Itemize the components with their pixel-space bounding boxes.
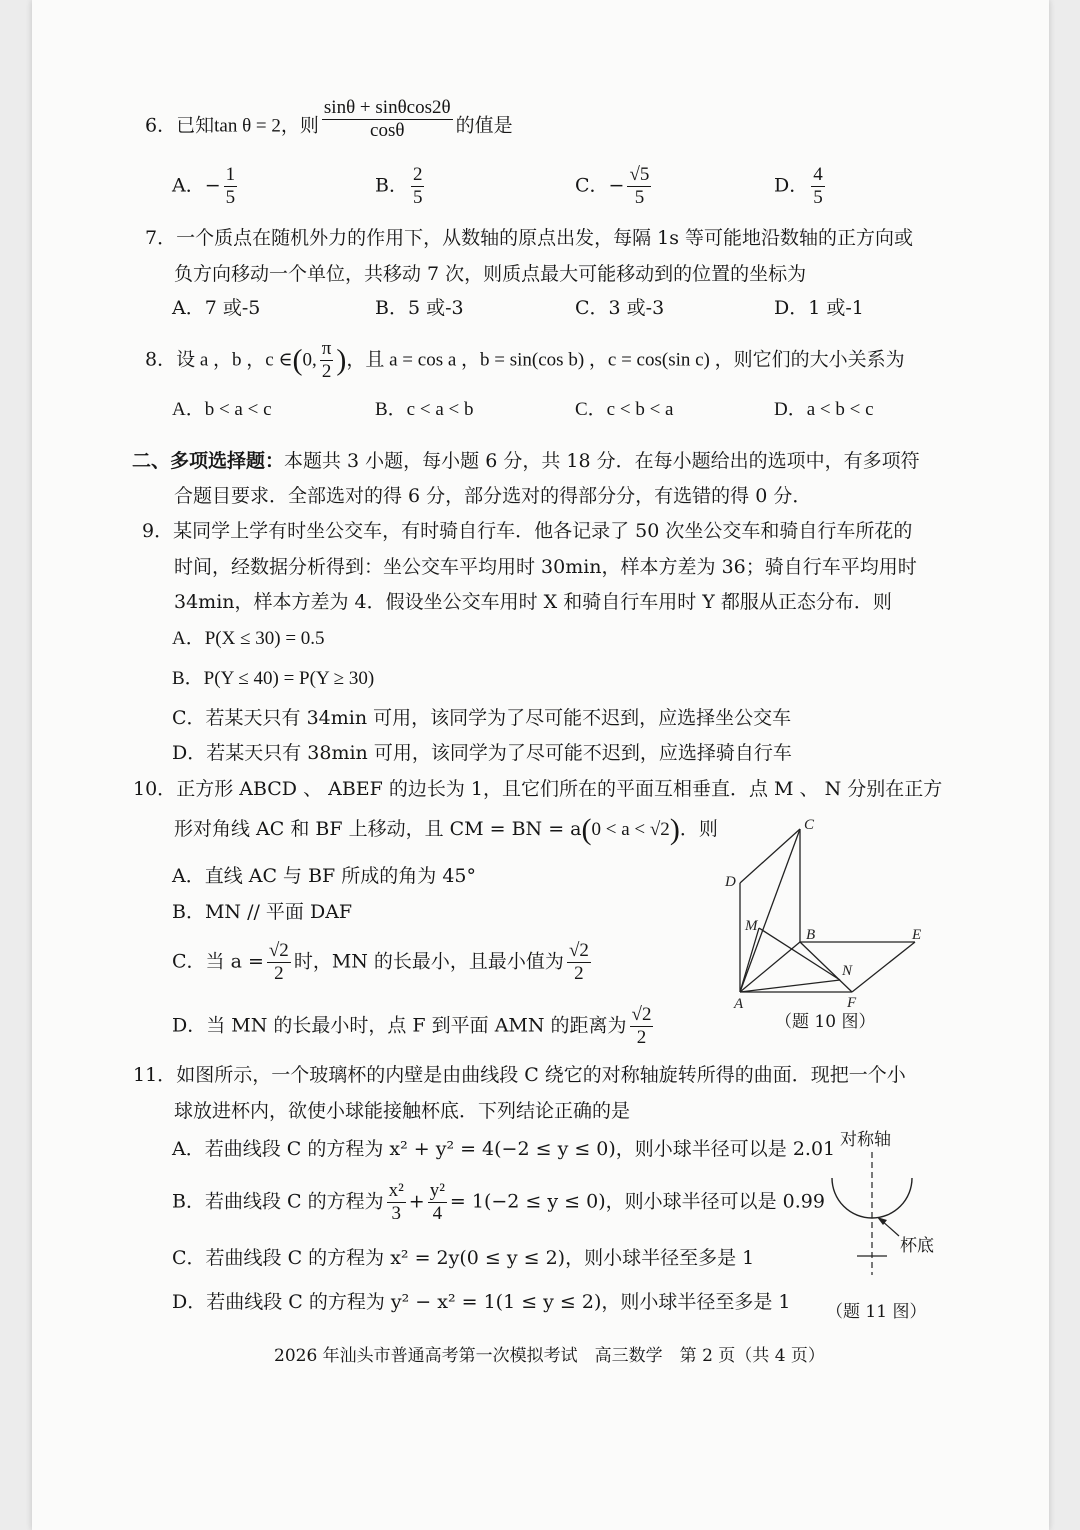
section-two-line2: 合题目要求．全部选对的得 6 分，部分选对的得部分分，有选错的得 0 分．	[174, 485, 812, 507]
q9-option-b: B．P(Y ≤ 40) = P(Y ≥ 30)	[172, 668, 375, 689]
point-label-c: C	[804, 817, 815, 833]
figure-10-cube-diagram	[712, 810, 927, 1035]
q6-stem: 6．已知tan θ = 2，则 $\frac{\sin\theta + \sin\theta\cos 2\theta}{\cos\theta}$ 的值是	[145, 97, 513, 141]
q8-stem: 8．设 a ，b ，c ∈(0, $\frac{\pi}{2}$ )，且 a = cos a ，b = sin(cos b) ，c = cos(sin c) ，则它们的大小关系为	[145, 338, 905, 382]
q7-stem-line1: 7．一个质点在随机外力的作用下，从数轴的原点出发，每隔 1s 等可能地沿数轴的正方向或	[145, 227, 914, 249]
q6-option-c: C．− $\frac{√5}{5}$	[575, 164, 650, 208]
q9-option-a: A．P(X ≤ 30) = 0.5	[172, 628, 325, 649]
figure-10-caption: （题 10 图）	[775, 1012, 876, 1032]
point-label-a: A	[734, 996, 744, 1012]
q8-option-c: C．c < b < a	[575, 399, 674, 420]
edge-ef	[852, 942, 915, 992]
q9-stem-line1: 9．某同学上学有时坐公交车，有时骑自行车．他各记录了 50 次坐公交车和骑自行车所花的	[142, 520, 913, 542]
edge-dc	[740, 829, 800, 883]
q10-option-a: A．直线 AC 与 BF 所成的角为 45°	[172, 865, 477, 887]
q8-option-b: B．c < a < b	[375, 399, 474, 420]
q7-option-b: B．5 或-3	[375, 297, 464, 319]
q10-option-d: D．当 MN 的长最小时，点 F 到平面 AMN 的距离为 $\frac{√2}{2}$	[172, 1004, 652, 1048]
q7-option-a: A．7 或-5	[172, 297, 261, 319]
q11-option-b: B．若曲线段 C 的方程为 $\frac{\text{x²}}{3}$ + $\frac{\text{y²}}{4}$ = 1(−2 ≤ y ≤ 0)，则小球半径可以是 0.99	[172, 1180, 825, 1224]
point-label-d: D	[725, 874, 736, 890]
q7-option-c: C．3 或-3	[575, 297, 665, 319]
q9-option-d: D．若某天只有 38min 可用，该同学为了尽可能不迟到，应选择骑自行车	[172, 742, 792, 764]
q11-stem-line2: 球放进杯内，欲使小球能接触杯底．下列结论正确的是	[174, 1100, 631, 1122]
q9-stem-line3: 34min，样本方差为 4．假设坐公交车用时 X 和骑自行车用时 Y 都服从正态分布．则	[174, 591, 892, 613]
point-label-n: N	[842, 963, 853, 979]
figure-11-cup-diagram	[817, 1150, 947, 1280]
q7-option-d: D．1 或-1	[774, 297, 864, 319]
figure-11-bottom-label: 杯底	[900, 1236, 934, 1256]
segment-am	[740, 928, 759, 992]
figure-11-axis-label: 对称轴	[840, 1130, 891, 1150]
figure-11-caption: （题 11 图）	[826, 1302, 927, 1322]
point-label-e: E	[912, 927, 922, 943]
q11-stem-line1: 11．如图所示，一个玻璃杯的内壁是由曲线段 C 绕它的对称轴旋转所得的曲面．现把一个小	[133, 1064, 906, 1086]
page-footer: 2026 年汕头市普通高考第一次模拟考试 高三数学 第 2 页（共 4 页）	[274, 1346, 825, 1366]
q11-option-a: A．若曲线段 C 的方程为 x² + y² = 4(−2 ≤ y ≤ 0)，则小球半径可以是 2.01	[172, 1138, 836, 1160]
q8-option-a: A．b < a < c	[172, 399, 272, 420]
q11-option-d: D．若曲线段 C 的方程为 y² − x² = 1(1 ≤ y ≤ 2)，则小球半径至多是 1	[172, 1291, 791, 1313]
q10-stem-line1: 10．正方形 ABCD 、 ABEF 的边长为 1，且它们所在的平面互相垂直．点 M 、 N 分别在正方	[133, 778, 943, 800]
segment-an	[740, 980, 840, 992]
point-label-m: M	[745, 918, 758, 934]
q8-option-d: D．a < b < c	[774, 399, 874, 420]
q6-option-d: D． $\frac{4}{5}$	[774, 164, 823, 208]
point-label-f: F	[847, 995, 857, 1011]
q6-option-a: A．− $\frac{1}{5}$	[172, 164, 236, 208]
section-two-heading: 二、多项选择题：本题共 3 小题，每小题 6 分，共 18 分．在每小题给出的选项中，有多项符	[132, 450, 920, 472]
q6-option-b: B． $\frac{2}{5}$	[375, 164, 423, 208]
q10-stem-line2: 形对角线 AC 和 BF 上移动，且 CM = BN = a(0 < a < √2)．则	[174, 813, 718, 846]
point-label-b: B	[806, 927, 816, 943]
q10-option-b: B．MN // 平面 DAF	[172, 901, 353, 923]
exam-page	[32, 0, 1049, 1530]
q11-option-c: C．若曲线段 C 的方程为 x² = 2y(0 ≤ y ≤ 2)，则小球半径至多是 1	[172, 1247, 755, 1269]
q7-stem-line2: 负方向移动一个单位，共移动 7 次，则质点最大可能移动到的位置的坐标为	[174, 263, 807, 285]
q9-stem-line2: 时间，经数据分析得到：坐公交车平均用时 30min，样本方差为 36；骑自行车平均用时	[174, 556, 917, 578]
q10-option-c: C．当 a = $\frac{√2}{2}$ 时，MN 的长最小，且最小值为 $\frac{√2}{2}$	[172, 940, 589, 984]
q9-option-c: C．若某天只有 34min 可用，该同学为了尽可能不迟到，应选择坐公交车	[172, 707, 792, 729]
